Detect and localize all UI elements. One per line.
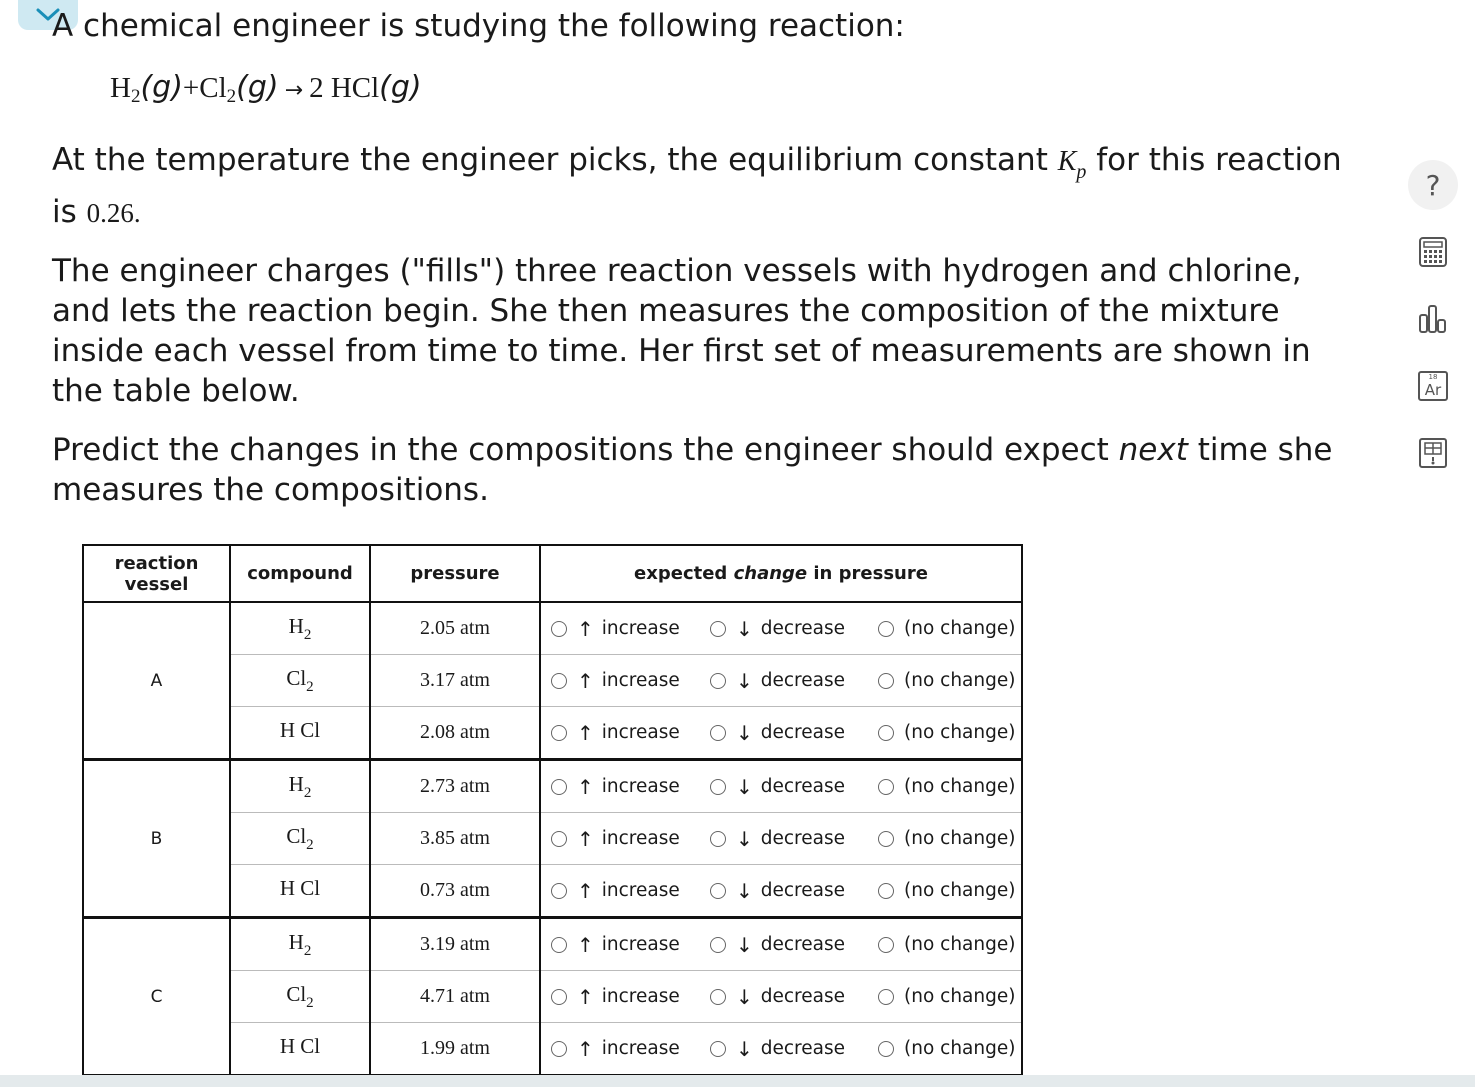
compound-cell: $Cl_2$ xyxy=(230,813,370,865)
no-change-radio[interactable] xyxy=(878,1041,894,1057)
change-options-cell xyxy=(540,760,1022,813)
no-change-option[interactable]: (no change) xyxy=(878,934,1015,955)
change-options-cell xyxy=(540,918,1022,971)
calculator-button[interactable] xyxy=(1407,227,1459,277)
periodic-table-button[interactable] xyxy=(1407,361,1459,411)
decrease-option[interactable]: ↓ decrease xyxy=(710,879,878,903)
change-options-cell xyxy=(540,971,1022,1023)
no-change-radio[interactable] xyxy=(878,621,894,637)
down-arrow-icon: ↓ xyxy=(736,720,753,745)
decrease-radio[interactable] xyxy=(710,621,726,637)
table-body xyxy=(83,602,1022,1075)
change-options-cell xyxy=(540,655,1022,707)
no-change-option[interactable]: (no change) xyxy=(878,670,1015,691)
increase-option[interactable]: ↑ increase xyxy=(551,827,710,851)
header-expected-change: expected change in pressure xyxy=(540,545,1022,602)
pressure-cell: 1.99 atm xyxy=(370,1023,540,1076)
kp-symbol: $K_p$ xyxy=(1057,146,1087,183)
no-change-radio[interactable] xyxy=(878,673,894,689)
increase-radio[interactable] xyxy=(551,673,567,689)
calculator-icon xyxy=(1418,236,1448,268)
up-arrow-icon: ↑ xyxy=(577,826,594,851)
decrease-option[interactable]: ↓ decrease xyxy=(710,827,878,851)
increase-option[interactable]: ↑ increase xyxy=(551,985,710,1009)
down-arrow-icon: ↓ xyxy=(736,774,753,799)
measurements-table xyxy=(82,544,1023,1076)
no-change-radio[interactable] xyxy=(878,831,894,847)
increase-radio[interactable] xyxy=(551,725,567,741)
no-change-option[interactable]: (no change) xyxy=(878,618,1015,639)
decrease-option[interactable]: ↓ decrease xyxy=(710,1037,878,1061)
increase-radio[interactable] xyxy=(551,831,567,847)
change-options-cell xyxy=(540,1023,1022,1076)
table-row xyxy=(83,760,1022,813)
up-arrow-icon: ↑ xyxy=(577,616,594,641)
decrease-radio[interactable] xyxy=(710,1041,726,1057)
decrease-radio[interactable] xyxy=(710,779,726,795)
down-arrow-icon: ↓ xyxy=(736,984,753,1009)
change-options-cell xyxy=(540,707,1022,760)
no-change-option[interactable]: (no change) xyxy=(878,1038,1015,1059)
decrease-option[interactable]: ↓ decrease xyxy=(710,775,878,799)
up-arrow-icon: ↑ xyxy=(577,668,594,693)
increase-radio[interactable] xyxy=(551,989,567,1005)
no-change-option[interactable]: (no change) xyxy=(878,828,1015,849)
no-change-radio[interactable] xyxy=(878,725,894,741)
no-change-radio[interactable] xyxy=(878,779,894,795)
no-change-radio[interactable] xyxy=(878,989,894,1005)
compound-cell: H Cl xyxy=(230,707,370,760)
setup-text: The engineer charges ("fills") three reaction vessels with hydrogen and chlorine, and lets the reaction begin. She then measures the composition of the mixture inside each vessel from time to time. Her first set of measurements are shown in the table below. xyxy=(52,253,1311,409)
increase-radio[interactable] xyxy=(551,779,567,795)
intro-text: A chemical engineer is studying the following reaction: xyxy=(52,8,905,44)
header-compound: compound xyxy=(230,545,370,602)
up-arrow-icon: ↑ xyxy=(577,1036,594,1061)
increase-option[interactable]: ↑ increase xyxy=(551,669,710,693)
increase-radio[interactable] xyxy=(551,937,567,953)
up-arrow-icon: ↑ xyxy=(577,720,594,745)
increase-option[interactable]: ↑ increase xyxy=(551,879,710,903)
up-arrow-icon: ↑ xyxy=(577,984,594,1009)
data-book-icon xyxy=(1418,437,1448,469)
down-arrow-icon: ↓ xyxy=(736,932,753,957)
decrease-radio[interactable] xyxy=(710,989,726,1005)
down-arrow-icon: ↓ xyxy=(736,668,753,693)
increase-option[interactable]: ↑ increase xyxy=(551,1037,710,1061)
bar-chart-icon xyxy=(1417,303,1449,335)
pressure-cell: 2.05 atm xyxy=(370,602,540,655)
kp-value: 0.26. xyxy=(86,198,141,228)
up-arrow-icon: ↑ xyxy=(577,774,594,799)
down-arrow-icon: ↓ xyxy=(736,826,753,851)
equilibrium-constant-text: At the temperature the engineer picks, the equilibrium constant $K_p$ for this reaction is 0.26. xyxy=(52,142,1342,230)
no-change-option[interactable]: (no change) xyxy=(878,880,1015,901)
increase-radio[interactable] xyxy=(551,883,567,899)
pressure-cell: 4.71 atm xyxy=(370,971,540,1023)
decrease-radio[interactable] xyxy=(710,831,726,847)
header-pressure: pressure xyxy=(370,545,540,602)
increase-option[interactable]: ↑ increase xyxy=(551,617,710,641)
no-change-option[interactable]: (no change) xyxy=(878,722,1015,743)
compound-cell: $H_2$ xyxy=(230,760,370,813)
down-arrow-icon: ↓ xyxy=(736,1036,753,1061)
change-options-cell xyxy=(540,813,1022,865)
vessel-label: B xyxy=(83,760,230,918)
help-icon: ? xyxy=(1408,160,1458,210)
decrease-option[interactable]: ↓ decrease xyxy=(710,669,878,693)
compound-cell: $Cl_2$ xyxy=(230,971,370,1023)
decrease-option[interactable]: ↓ decrease xyxy=(710,985,878,1009)
vessel-label: A xyxy=(83,602,230,760)
compound-cell: $Cl_2$ xyxy=(230,655,370,707)
compound-cell: $H_2$ xyxy=(230,602,370,655)
pressure-cell: 3.85 atm xyxy=(370,813,540,865)
prompt-text: Predict the changes in the compositions the engineer should expect next time she measures the compositions. xyxy=(52,432,1333,508)
no-change-option[interactable]: (no change) xyxy=(878,986,1015,1007)
periodic-table-icon: 18 Ar xyxy=(1418,371,1448,401)
vessel-label: C xyxy=(83,918,230,1076)
decrease-option[interactable]: ↓ decrease xyxy=(710,617,878,641)
decrease-option[interactable]: ↓ decrease xyxy=(710,933,878,957)
down-arrow-icon: ↓ xyxy=(736,616,753,641)
help-button[interactable] xyxy=(1407,160,1459,210)
down-arrow-icon: ↓ xyxy=(736,878,753,903)
data-book-button[interactable] xyxy=(1407,428,1459,478)
no-change-radio[interactable] xyxy=(878,883,894,899)
pressure-cell: 3.17 atm xyxy=(370,655,540,707)
increase-option[interactable]: ↑ increase xyxy=(551,721,710,745)
pressure-cell: 2.08 atm xyxy=(370,707,540,760)
decrease-radio[interactable] xyxy=(710,673,726,689)
compound-cell: $H_2$ xyxy=(230,918,370,971)
change-options-cell xyxy=(540,865,1022,918)
no-change-option[interactable]: (no change) xyxy=(878,776,1015,797)
decrease-radio[interactable] xyxy=(710,725,726,741)
decrease-option[interactable]: ↓ decrease xyxy=(710,721,878,745)
increase-option[interactable]: ↑ increase xyxy=(551,775,710,799)
table-row xyxy=(83,918,1022,971)
pressure-cell: 0.73 atm xyxy=(370,865,540,918)
increase-radio[interactable] xyxy=(551,1041,567,1057)
reaction-equation: $H_2(g)+Cl_2(g) \to 2$ HCl(g) xyxy=(110,70,422,107)
header-reaction-vessel: reaction vessel xyxy=(83,545,230,602)
chart-button[interactable] xyxy=(1407,294,1459,344)
decrease-radio[interactable] xyxy=(710,937,726,953)
up-arrow-icon: ↑ xyxy=(577,878,594,903)
up-arrow-icon: ↑ xyxy=(577,932,594,957)
compound-cell: H Cl xyxy=(230,1023,370,1076)
pressure-cell: 3.19 atm xyxy=(370,918,540,971)
compound-cell: H Cl xyxy=(230,865,370,918)
no-change-radio[interactable] xyxy=(878,937,894,953)
change-options-cell xyxy=(540,602,1022,655)
bottom-scrollbar[interactable] xyxy=(0,1075,1475,1087)
increase-option[interactable]: ↑ increase xyxy=(551,933,710,957)
increase-radio[interactable] xyxy=(551,621,567,637)
decrease-radio[interactable] xyxy=(710,883,726,899)
pressure-cell: 2.73 atm xyxy=(370,760,540,813)
table-row xyxy=(83,602,1022,655)
